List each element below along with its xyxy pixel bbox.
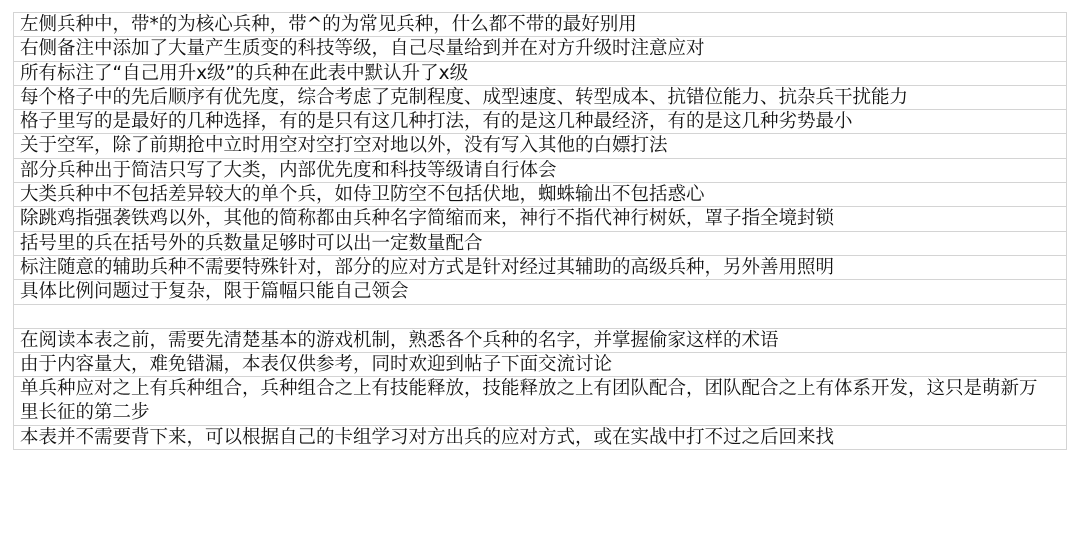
note-row-8: 大类兵种中不包括差异较大的单个兵，如侍卫防空不包括伏地，蜘蛛输出不包括惑心	[14, 183, 1067, 207]
note-row-5: 格子里写的是最好的几种选择，有的是只有这几种打法，有的是这几种最经济，有的是这几种劣势最小	[14, 110, 1067, 134]
note-row-1: 左侧兵种中，带*的为核心兵种，带^的为常见兵种，什么都不带的最好别用	[14, 13, 1067, 37]
note-row-7: 部分兵种出于简洁只写了大类，内部优先度和科技等级请自行体会	[14, 159, 1067, 183]
note-row-6: 关于空军，除了前期抢中立时用空对空打空对地以外，没有写入其他的白嫖打法	[14, 134, 1067, 158]
note-row-14: 由于内容量大，难免错漏，本表仅供参考，同时欢迎到帖子下面交流讨论	[14, 353, 1067, 377]
note-row-12: 具体比例问题过于复杂，限于篇幅只能自己领会	[14, 280, 1067, 304]
note-row-11: 标注随意的辅助兵种不需要特殊针对，部分的应对方式是针对经过其辅助的高级兵种，另外善用照明	[14, 256, 1067, 280]
note-row-9: 除跳鸡指强袭铁鸡以外，其他的简称都由兵种名字简缩而来，神行不指代神行树妖，罩子指全境封锁	[14, 207, 1067, 231]
note-row-13: 在阅读本表之前，需要先清楚基本的游戏机制，熟悉各个兵种的名字，并掌握偷家这样的术语	[14, 329, 1067, 353]
note-row-2: 右侧备注中添加了大量产生质变的科技等级，自己尽量给到并在对方升级时注意应对	[14, 37, 1067, 61]
notes-sheet	[13, 12, 1067, 450]
note-row-15: 单兵种应对之上有兵种组合，兵种组合之上有技能释放，技能释放之上有团队配合，团队配合之上有体系开发，这只是萌新万里长征的第二步	[14, 377, 1067, 426]
note-row-16: 本表并不需要背下来，可以根据自己的卡组学习对方出兵的应对方式，或在实战中打不过之后回来找	[14, 426, 1067, 450]
note-row-10: 括号里的兵在括号外的兵数量足够时可以出一定数量配合	[14, 232, 1067, 256]
note-row-3: 所有标注了“自己用升x级”的兵种在此表中默认升了x级	[14, 62, 1067, 86]
empty-row	[14, 305, 1067, 329]
note-row-4: 每个格子中的先后顺序有优先度，综合考虑了克制程度、成型速度、转型成本、抗错位能力、抗杂兵干扰能力	[14, 86, 1067, 110]
